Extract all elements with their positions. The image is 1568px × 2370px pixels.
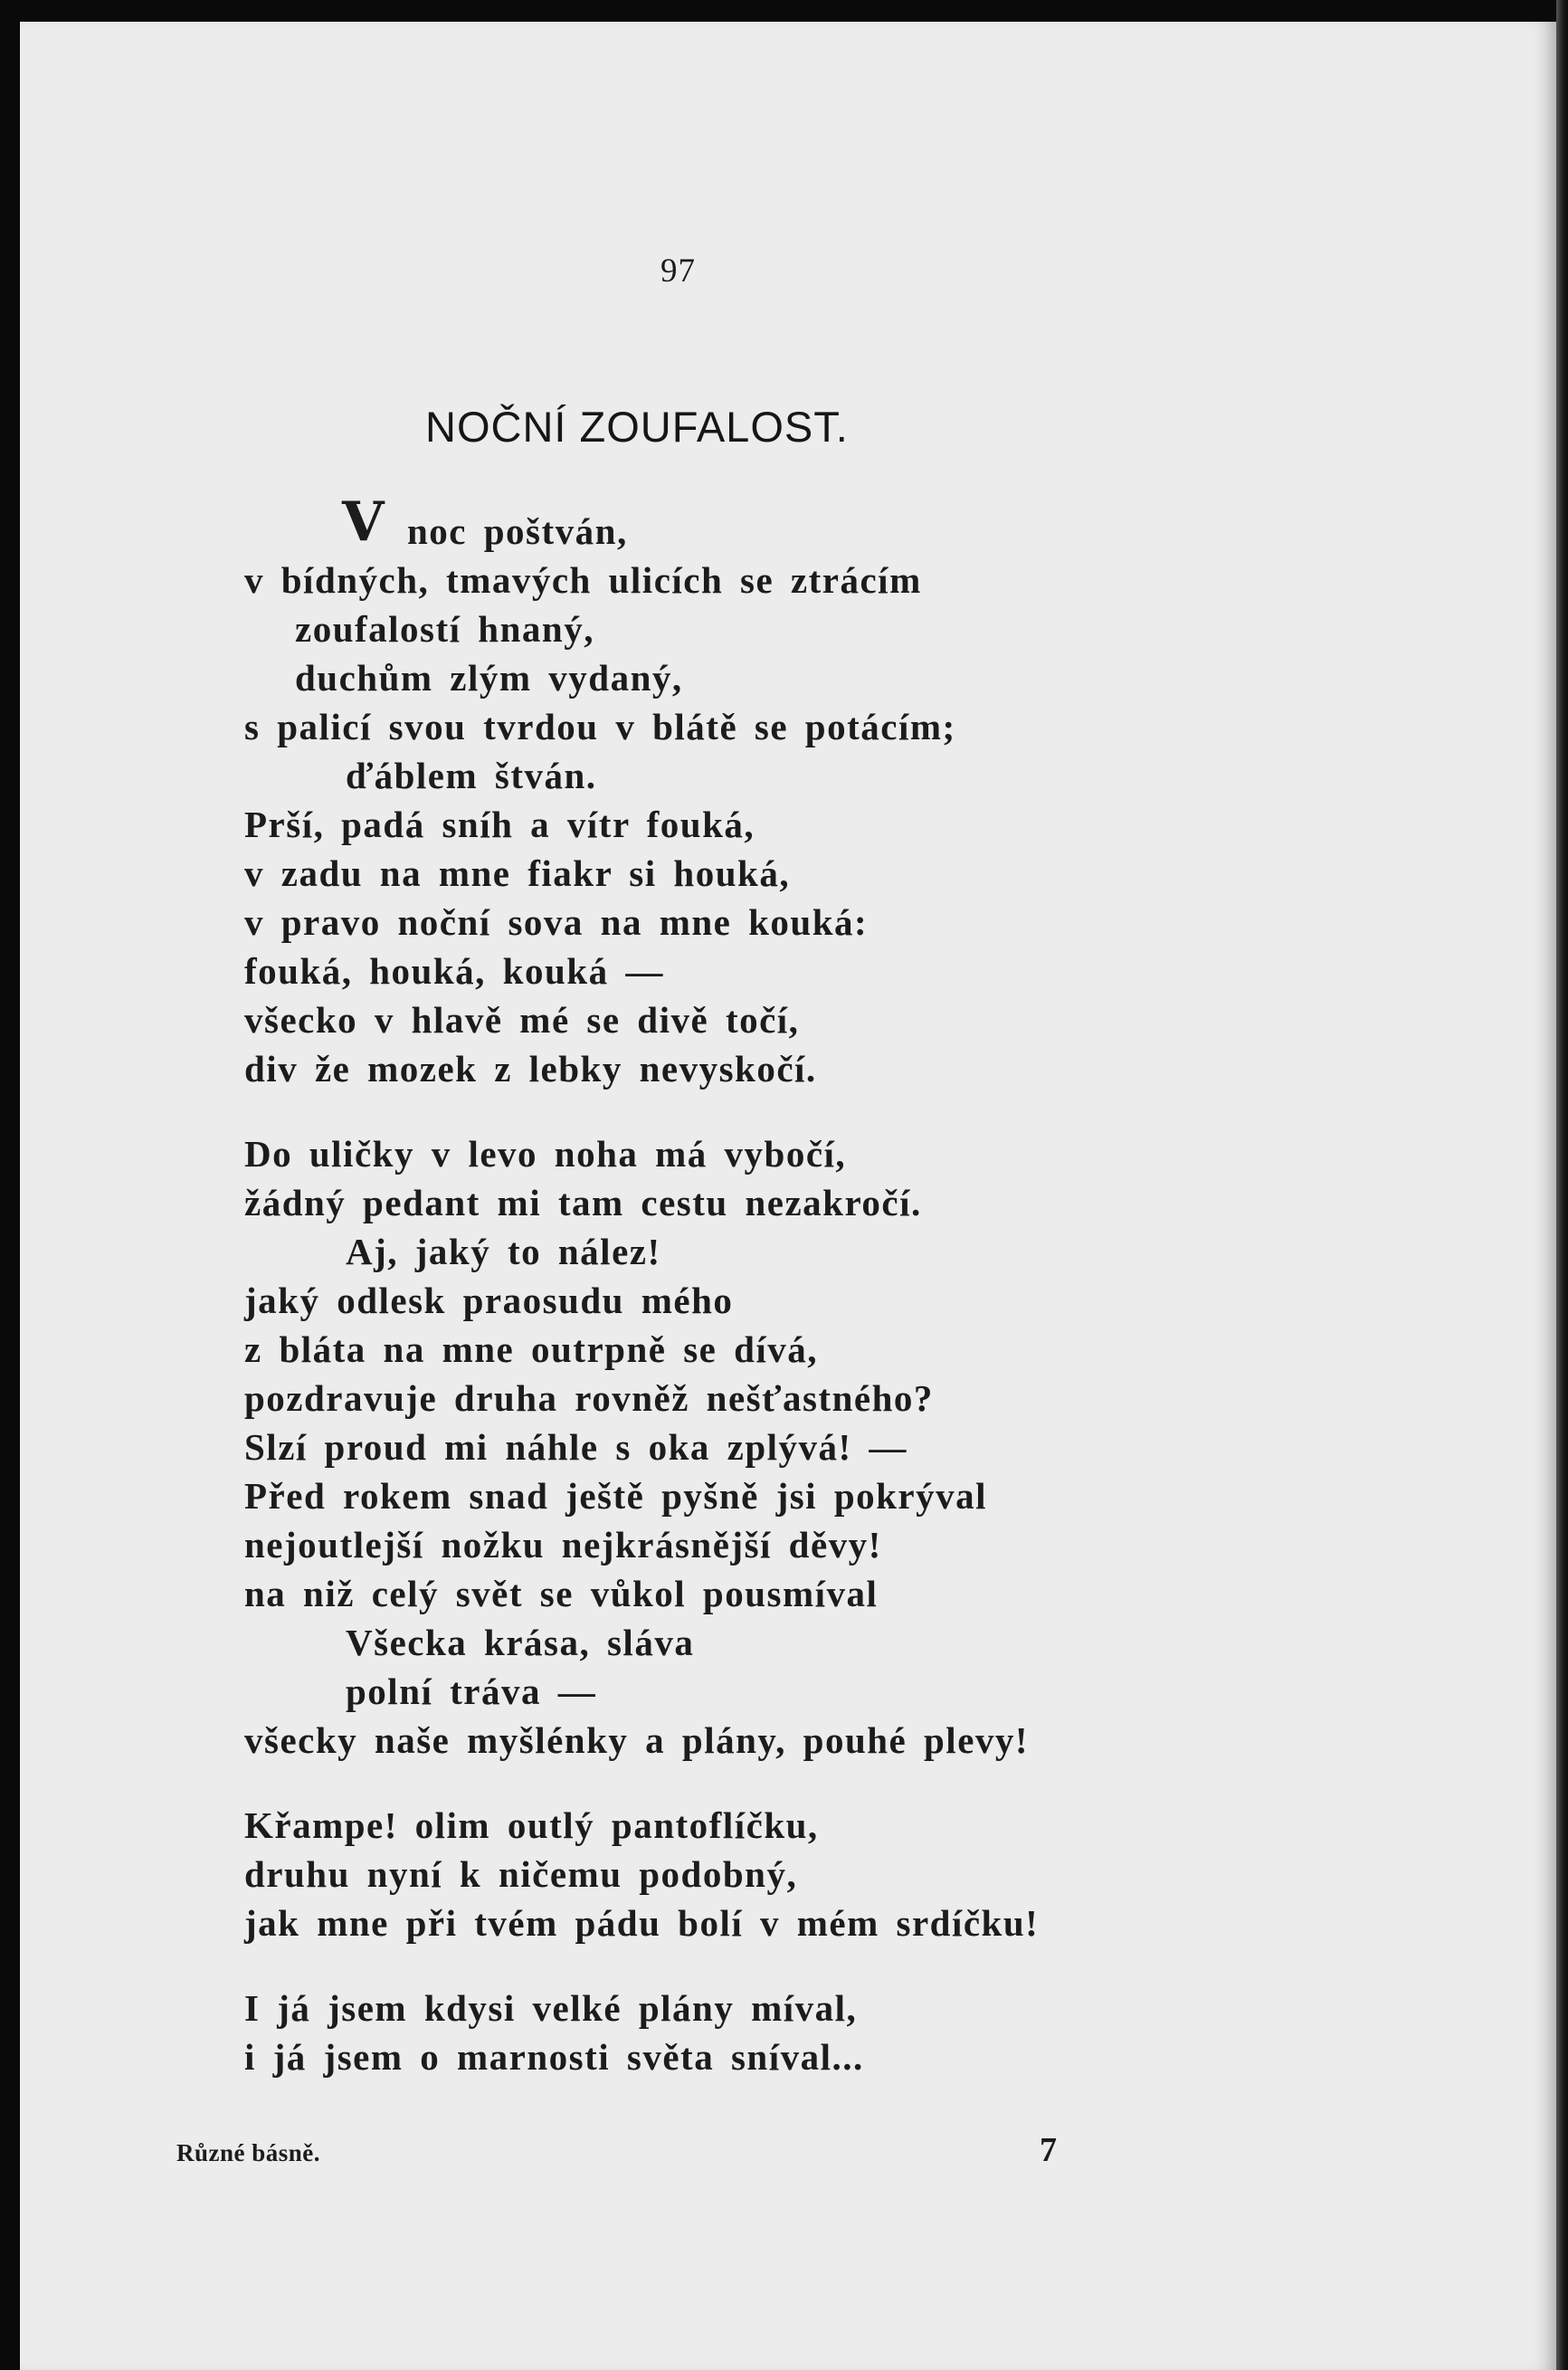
poem-line: Prší, padá sníh a vítr fouká, <box>244 804 755 845</box>
poem-line: div že mozek z lebky nevyskočí. <box>244 1048 817 1090</box>
poem-line: Do uličky v levo noha má vybočí, <box>244 1133 847 1175</box>
scan-top-border <box>0 0 1568 22</box>
poem-line: jak mne při tvém pádu bolí v mém srdíčku! <box>244 1902 1040 1944</box>
stanza-gap <box>244 1947 1240 1984</box>
poem-line: všecko v hlavě mé se divě točí, <box>244 999 800 1041</box>
first-line-text: noc poštván, <box>407 510 628 552</box>
poem-body <box>244 490 1240 2081</box>
poem-line: v zadu na mne fiakr si houká, <box>244 852 791 894</box>
stanza-gap <box>244 1765 1240 1801</box>
poem-line: žádný pedant mi tam cestu nezakročí. <box>244 1182 922 1223</box>
scan-right-border <box>1556 0 1568 2370</box>
poem-line: druhu nyní k ničemu podobný, <box>244 1853 798 1895</box>
poem-line: duchům zlým vydaný, <box>295 657 683 699</box>
poem-line: Všecka krása, sláva <box>346 1622 695 1663</box>
stanza-1 <box>244 556 1240 1093</box>
poem-line: nejoutlejší nožku nejkrásnější děvy! <box>244 1524 882 1566</box>
poem-title: NOČNÍ ZOUFALOST. <box>425 403 849 451</box>
poem-line: i já jsem o marnosti světa sníval... <box>244 2036 864 2078</box>
stanza-2 <box>244 1129 1240 1765</box>
poem-line: z bláta na mne outrpně se dívá, <box>244 1328 819 1370</box>
poem-line: jaký odlesk praosudu mého <box>244 1280 734 1321</box>
stanza-gap <box>244 1093 1240 1129</box>
book-page <box>20 22 1556 2370</box>
poem-line: v bídných, tmavých ulicích se ztrácím <box>244 559 922 601</box>
scan-left-border <box>0 0 20 2370</box>
poem-line: Křampe! olim outlý pantoflíčku, <box>244 1804 819 1846</box>
poem-line: Slzí proud mi náhle s oka zplývá! — <box>244 1426 908 1468</box>
stanza-4 <box>244 1984 1240 2081</box>
poem-line: všecky naše myšlénky a plány, pouhé plevy! <box>244 1719 1030 1761</box>
poem-line: I já jsem kdysi velké plány míval, <box>244 1987 858 2029</box>
poem-line: s palicí svou tvrdou v blátě se potácím; <box>244 706 956 747</box>
footer-book-title: Různé básně. <box>176 2139 321 2166</box>
poem-line: Před rokem snad ještě pyšně jsi pokrýval <box>244 1475 988 1517</box>
drop-cap-initial: V <box>342 490 386 554</box>
poem-line: fouká, houká, kouká — <box>244 950 664 992</box>
footer-signature-mark: 7 <box>1040 2131 1057 2169</box>
poem-line: ďáblem štván. <box>346 755 597 796</box>
poem-first-line <box>244 490 1240 556</box>
stanza-3 <box>244 1801 1240 1947</box>
poem-line: zoufalostí hnaný, <box>295 608 594 650</box>
poem-line: polní tráva — <box>346 1670 597 1712</box>
poem-line: v pravo noční sova na mne kouká: <box>244 901 869 943</box>
page-number: 97 <box>660 252 696 290</box>
poem-line: na niž celý svět se vůkol pousmíval <box>244 1573 879 1614</box>
poem-line: pozdravuje druha rovněž nešťastného? <box>244 1377 934 1419</box>
poem-line: Aj, jaký to nález! <box>346 1231 661 1272</box>
